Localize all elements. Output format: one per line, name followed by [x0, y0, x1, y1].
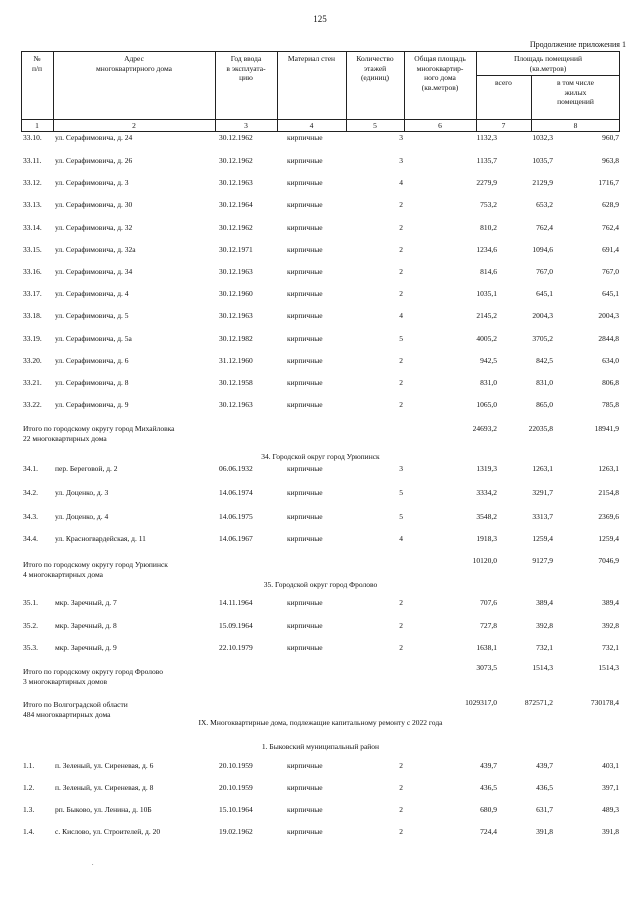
row-area-living: 2004,3 — [598, 311, 619, 320]
row-total-area: 814,6 — [480, 267, 497, 276]
table-row — [21, 533, 620, 545]
row-number: 34.1. — [23, 464, 38, 473]
col-number: 3 — [244, 121, 248, 130]
row-area-all: 436,5 — [536, 783, 553, 792]
row-material: кирпичные — [287, 761, 323, 770]
header-floors: Количество этажей (единиц) — [356, 54, 394, 82]
row-area-living: 645,1 — [602, 289, 619, 298]
total-living: 18941,9 — [594, 424, 619, 433]
row-total-area: 942,5 — [480, 356, 497, 365]
row-material: кирпичные — [287, 598, 323, 607]
row-area-all: 2129,9 — [532, 178, 553, 187]
row-address: ул. Серафимовича, д. 3 — [55, 178, 129, 187]
row-number: 1.2. — [23, 783, 35, 792]
row-number: 33.16. — [23, 267, 42, 276]
row-area-all: 439,7 — [536, 761, 553, 770]
header-no: № п/п — [31, 54, 43, 73]
row-area-all: 762,4 — [536, 223, 553, 232]
row-year: 30.12.1963 — [219, 400, 253, 409]
table-row — [21, 355, 620, 367]
row-material: кирпичные — [287, 356, 323, 365]
row-floors: 2 — [399, 805, 403, 814]
row-floors: 2 — [399, 223, 403, 232]
row-area-all: 831,0 — [536, 378, 553, 387]
row-total-area: 1132,3 — [476, 133, 497, 142]
row-area-all: 1259,4 — [532, 534, 553, 543]
table-row — [21, 399, 620, 411]
row-number: 33.13. — [23, 200, 42, 209]
row-number: 33.21. — [23, 378, 42, 387]
table-row — [21, 804, 620, 816]
row-area-all: 1032,3 — [532, 133, 553, 142]
header-material: Материал стен — [287, 54, 336, 63]
row-material: кирпичные — [287, 783, 323, 792]
row-year: 30.12.1962 — [219, 223, 253, 232]
header-total-area: Общая площадь многоквартир- ного дома (кв.метров) — [414, 54, 466, 92]
section-heading: 1. Быковский муниципальный район — [261, 742, 380, 751]
row-number: 1.1. — [23, 761, 35, 770]
row-area-living: 2154,8 — [598, 488, 619, 497]
total-all: 872571,2 — [524, 698, 553, 707]
row-area-living: 2844,8 — [598, 334, 619, 343]
row-year: 30.12.1963 — [219, 178, 253, 187]
row-year: 19.02.1962 — [219, 827, 253, 836]
row-year: 14.06.1967 — [219, 534, 253, 543]
row-year: 30.12.1982 — [219, 334, 253, 343]
row-area-living: 732,1 — [602, 643, 619, 652]
row-floors: 2 — [399, 245, 403, 254]
row-area-all: 1094,6 — [532, 245, 553, 254]
row-material: кирпичные — [287, 289, 323, 298]
row-floors: 2 — [399, 783, 403, 792]
scan-dot: . — [92, 861, 94, 867]
total-all: 9127,9 — [532, 556, 553, 565]
table-row — [21, 826, 620, 838]
header-year: Год ввода в эксплуата- цию — [226, 54, 266, 82]
row-number: 33.17. — [23, 289, 42, 298]
table-row — [21, 487, 620, 499]
table-row — [21, 620, 620, 632]
row-area-living: 389,4 — [602, 598, 619, 607]
row-area-living: 392,8 — [602, 621, 619, 630]
total-label: Итого по городскому округу город Михайловка 22 многоквартирных дома — [23, 424, 175, 443]
row-year: 30.12.1971 — [219, 245, 253, 254]
row-area-all: 3291,7 — [532, 488, 553, 497]
row-material: кирпичные — [287, 643, 323, 652]
row-material: кирпичные — [287, 827, 323, 836]
row-number: 1.4. — [23, 827, 35, 836]
total-all: 22035,8 — [528, 424, 553, 433]
row-total-area: 1638,1 — [476, 643, 497, 652]
row-area-living: 1716,7 — [598, 178, 619, 187]
row-area-all: 392,8 — [536, 621, 553, 630]
row-number: 1.3. — [23, 805, 35, 814]
row-total-area: 2145,2 — [476, 311, 497, 320]
row-floors: 2 — [399, 267, 403, 276]
row-floors: 5 — [399, 334, 403, 343]
row-total-area: 3548,2 — [476, 512, 497, 521]
row-area-all: 1263,1 — [532, 464, 553, 473]
row-area-all: 767,0 — [536, 267, 553, 276]
header-address: Адрес многоквартирного дома — [96, 54, 172, 73]
row-material: кирпичные — [287, 464, 323, 473]
row-address: ул. Серафимовича, д. 32а — [55, 245, 136, 254]
table-row — [21, 155, 620, 167]
row-material: кирпичные — [287, 512, 323, 521]
row-total-area: 436,5 — [480, 783, 497, 792]
row-address: п. Зеленый, ул. Сиреневая, д. 8 — [55, 783, 154, 792]
row-material: кирпичные — [287, 133, 323, 142]
row-address: ул. Серафимовича, д. 9 — [55, 400, 129, 409]
row-area-living: 391,8 — [602, 827, 619, 836]
row-address: ул. Серафимовича, д. 26 — [55, 156, 133, 165]
row-material: кирпичные — [287, 200, 323, 209]
row-area-living: 785,8 — [602, 400, 619, 409]
row-number: 33.14. — [23, 223, 42, 232]
row-address: мкр. Заречный, д. 9 — [55, 643, 117, 652]
total-area: 1029317,0 — [465, 698, 497, 707]
col-number: 7 — [501, 121, 506, 130]
table-row — [21, 511, 620, 523]
table-header — [21, 51, 620, 132]
row-area-all: 391,8 — [536, 827, 553, 836]
header-living: в том числе жилых помещений — [556, 78, 594, 106]
row-material: кирпичные — [287, 223, 323, 232]
row-floors: 4 — [399, 178, 403, 187]
row-total-area: 1035,1 — [476, 289, 497, 298]
row-area-all: 3313,7 — [532, 512, 553, 521]
row-total-area: 4005,2 — [476, 334, 497, 343]
row-floors: 2 — [399, 356, 403, 365]
total-all: 1514,3 — [532, 663, 553, 672]
row-total-area: 831,0 — [480, 378, 497, 387]
row-material: кирпичные — [287, 488, 323, 497]
table-row — [21, 199, 620, 211]
row-year: 14.06.1975 — [219, 512, 253, 521]
section-heading: 34. Городской округ город Урюпинск — [261, 452, 380, 461]
row-address: ул. Серафимовича, д. 30 — [55, 200, 133, 209]
row-number: 34.4. — [23, 534, 38, 543]
row-total-area: 680,9 — [480, 805, 497, 814]
row-total-area: 1135,7 — [476, 156, 497, 165]
row-material: кирпичные — [287, 311, 323, 320]
row-year: 15.10.1964 — [219, 805, 253, 814]
row-material: кирпичные — [287, 621, 323, 630]
row-area-all: 2004,3 — [532, 311, 553, 320]
row-total-area: 1065,0 — [476, 400, 497, 409]
row-address: ул. Серафимовича, д. 8 — [55, 378, 129, 387]
row-address: ул. Красногвардейская, д. 11 — [55, 534, 146, 543]
row-number: 33.15. — [23, 245, 42, 254]
row-number: 34.2. — [23, 488, 38, 497]
row-floors: 4 — [399, 311, 403, 320]
row-area-living: 403,1 — [602, 761, 619, 770]
col-number: 8 — [573, 121, 578, 130]
total-label: Итого по Волгоградской области 484 многоквартирных дома — [23, 700, 128, 719]
row-total-area: 724,4 — [480, 827, 497, 836]
row-address: ул. Доценко, д. 4 — [55, 512, 109, 521]
row-material: кирпичные — [287, 805, 323, 814]
table-row — [21, 377, 620, 389]
row-number: 35.3. — [23, 643, 38, 652]
total-living: 7046,9 — [598, 556, 619, 565]
table-row — [21, 288, 620, 300]
row-area-all: 631,7 — [536, 805, 553, 814]
row-area-living: 2369,6 — [598, 512, 619, 521]
row-address: пер. Береговой, д. 2 — [55, 464, 118, 473]
row-area-living: 634,0 — [602, 356, 619, 365]
row-year: 14.11.1964 — [219, 598, 253, 607]
row-number: 35.1. — [23, 598, 38, 607]
row-year: 15.09.1964 — [219, 621, 253, 630]
total-area: 10120,0 — [472, 556, 497, 565]
row-material: кирпичные — [287, 534, 323, 543]
row-area-living: 397,1 — [602, 783, 619, 792]
row-number: 33.20. — [23, 356, 42, 365]
row-year: 30.12.1964 — [219, 200, 253, 209]
row-material: кирпичные — [287, 400, 323, 409]
row-floors: 3 — [399, 156, 403, 165]
row-floors: 3 — [399, 133, 403, 142]
row-floors: 2 — [399, 827, 403, 836]
row-floors: 2 — [399, 621, 403, 630]
row-address: п. Зеленый, ул. Сиреневая, д. 6 — [55, 761, 154, 770]
row-address: ул. Серафимовича, д. 32 — [55, 223, 133, 232]
row-area-living: 762,4 — [602, 223, 619, 232]
row-total-area: 810,2 — [480, 223, 497, 232]
table-row — [21, 244, 620, 256]
row-floors: 2 — [399, 400, 403, 409]
row-area-all: 865,0 — [536, 400, 553, 409]
row-material: кирпичные — [287, 378, 323, 387]
row-address: ул. Серафимовича, д. 34 — [55, 267, 133, 276]
row-area-living: 767,0 — [602, 267, 619, 276]
row-floors: 2 — [399, 200, 403, 209]
row-year: 20.10.1959 — [219, 761, 253, 770]
table-row — [21, 760, 620, 772]
row-floors: 2 — [399, 289, 403, 298]
row-material: кирпичные — [287, 267, 323, 276]
row-area-all: 1035,7 — [532, 156, 553, 165]
row-area-all: 3705,2 — [532, 334, 553, 343]
row-area-living: 1259,4 — [598, 534, 619, 543]
row-address: с. Кислово, ул. Строителей, д. 20 — [55, 827, 161, 836]
col-number: 4 — [309, 121, 314, 130]
continuation-note: Продолжение приложения 1 — [529, 40, 626, 49]
row-total-area: 727,8 — [480, 621, 497, 630]
section-heading: 35. Городской округ город Фролово — [263, 580, 378, 589]
header-all: всего — [495, 78, 512, 87]
row-year: 30.12.1960 — [219, 289, 253, 298]
table-row — [21, 222, 620, 234]
row-total-area: 2279,9 — [476, 178, 497, 187]
table-row — [21, 333, 620, 345]
row-area-all: 653,2 — [536, 200, 553, 209]
row-area-all: 732,1 — [536, 643, 553, 652]
row-material: кирпичные — [287, 178, 323, 187]
row-area-all: 389,4 — [536, 598, 553, 607]
total-living: 1514,3 — [598, 663, 619, 672]
section-heading: IX. Многоквартирные дома, подлежащие капитальному ремонту с 2022 года — [198, 718, 443, 727]
row-area-living: 628,9 — [602, 200, 619, 209]
page-number: 125 — [313, 14, 327, 24]
table-row — [21, 310, 620, 322]
row-year: 30.12.1962 — [219, 133, 253, 142]
table-row — [21, 597, 620, 609]
row-address: ул. Серафимовича, д. 24 — [55, 133, 133, 142]
row-number: 33.19. — [23, 334, 42, 343]
row-material: кирпичные — [287, 334, 323, 343]
row-total-area: 707,6 — [480, 598, 497, 607]
header-premises: Площадь помещений (кв.метров) — [514, 54, 582, 73]
row-total-area: 439,7 — [480, 761, 497, 770]
row-year: 30.12.1958 — [219, 378, 253, 387]
row-year: 30.12.1963 — [219, 267, 253, 276]
row-total-area: 1918,3 — [476, 534, 497, 543]
row-floors: 2 — [399, 598, 403, 607]
row-address: ул. Серафимовича, д. 4 — [55, 289, 129, 298]
row-number: 33.22. — [23, 400, 42, 409]
row-floors: 2 — [399, 761, 403, 770]
row-address: рп. Быково, ул. Ленина, д. 10Б — [55, 805, 152, 814]
total-area: 3073,5 — [476, 663, 497, 672]
row-floors: 2 — [399, 643, 403, 652]
row-area-living: 1263,1 — [598, 464, 619, 473]
row-floors: 5 — [399, 512, 403, 521]
table-row — [21, 782, 620, 794]
col-number: 1 — [35, 121, 39, 130]
row-floors: 2 — [399, 378, 403, 387]
row-number: 33.10. — [23, 133, 42, 142]
row-area-living: 806,8 — [602, 378, 619, 387]
row-year: 22.10.1979 — [219, 643, 253, 652]
row-address: ул. Серафимовича, д. 6 — [55, 356, 129, 365]
row-year: 20.10.1959 — [219, 783, 253, 792]
total-label: Итого по городскому округу город Урюпинск 4 многоквартирных дома — [23, 560, 168, 579]
row-area-living: 489,3 — [602, 805, 619, 814]
row-number: 35.2. — [23, 621, 38, 630]
row-area-all: 645,1 — [536, 289, 553, 298]
row-area-all: 842,5 — [536, 356, 553, 365]
row-address: мкр. Заречный, д. 8 — [55, 621, 117, 630]
row-number: 34.3. — [23, 512, 38, 521]
table-row — [21, 266, 620, 278]
row-number: 33.11. — [23, 156, 42, 165]
row-year: 06.06.1932 — [219, 464, 253, 473]
row-area-living: 960,7 — [602, 133, 619, 142]
row-number: 33.18. — [23, 311, 42, 320]
row-material: кирпичные — [287, 156, 323, 165]
row-year: 30.12.1962 — [219, 156, 253, 165]
row-total-area: 753,2 — [480, 200, 497, 209]
table-row — [21, 132, 620, 144]
total-area: 24693,2 — [472, 424, 497, 433]
col-number: 2 — [132, 121, 136, 130]
total-label: Итого по городскому округу город Фролово 3 многоквартирных домов — [23, 667, 163, 686]
row-year: 14.06.1974 — [219, 488, 253, 497]
row-area-living: 963,8 — [602, 156, 619, 165]
row-area-living: 691,4 — [602, 245, 619, 254]
row-address: ул. Доценко, д. 3 — [55, 488, 109, 497]
row-total-area: 3334,2 — [476, 488, 497, 497]
row-address: ул. Серафимовича, д. 5 — [55, 311, 129, 320]
table-row — [21, 463, 620, 475]
table-row — [21, 177, 620, 189]
total-living: 730178,4 — [590, 698, 619, 707]
row-address: мкр. Заречный, д. 7 — [55, 598, 117, 607]
row-total-area: 1234,6 — [476, 245, 497, 254]
table-row — [21, 642, 620, 654]
row-year: 30.12.1963 — [219, 311, 253, 320]
row-address: ул. Серафимовича, д. 5а — [55, 334, 132, 343]
row-number: 33.12. — [23, 178, 42, 187]
row-material: кирпичные — [287, 245, 323, 254]
row-floors: 4 — [399, 534, 403, 543]
row-floors: 5 — [399, 488, 403, 497]
row-floors: 3 — [399, 464, 403, 473]
col-number: 6 — [438, 121, 442, 130]
row-year: 31.12.1960 — [219, 356, 253, 365]
col-number: 5 — [373, 121, 377, 130]
row-total-area: 1319,3 — [476, 464, 497, 473]
